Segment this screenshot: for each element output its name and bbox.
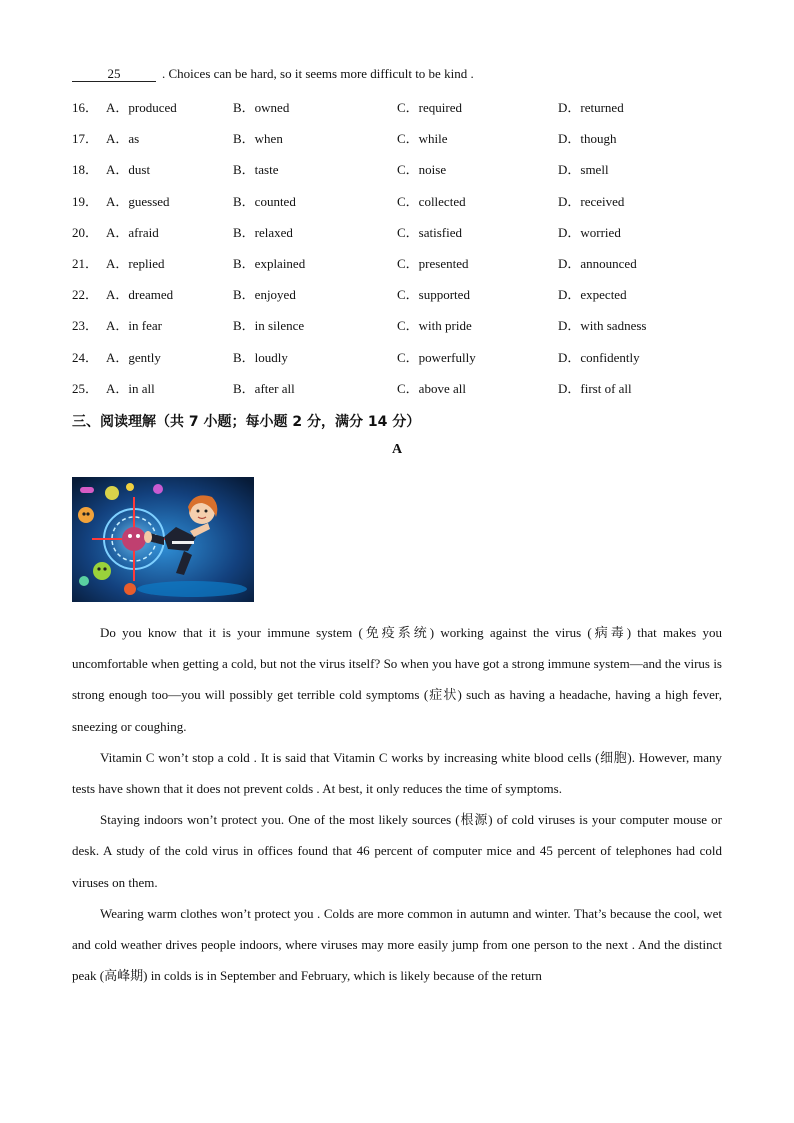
option-b: B．in silence: [233, 318, 305, 334]
option-a: A．dust: [106, 162, 151, 178]
option-d: D．first of all: [558, 380, 632, 396]
option-a: A．replied: [106, 255, 165, 271]
option-a: A．guessed: [106, 193, 170, 209]
answer-blank: 25: [72, 66, 156, 82]
option-row: [72, 315, 732, 346]
question-number: 20．: [72, 224, 99, 240]
option-row: [72, 128, 732, 159]
option-a: A．produced: [106, 100, 177, 115]
option-c: C．presented: [397, 255, 469, 271]
option-a: A．dreamed: [106, 287, 174, 303]
passage-label: A: [391, 442, 403, 457]
question-number: 16．: [72, 100, 99, 115]
option-row: [72, 253, 732, 284]
option-d: D．worried: [558, 224, 621, 240]
option-d: D．with sadness: [558, 318, 647, 334]
option-b: B．relaxed: [233, 224, 293, 240]
option-d: D．smell: [558, 162, 609, 178]
option-row: [72, 191, 732, 222]
option-row: [72, 159, 732, 190]
question-number: 19．: [72, 193, 99, 209]
option-row: [72, 378, 732, 409]
question-number: 18．: [72, 162, 99, 178]
paragraph: Staying indoors won’t protect you. One of the most likely sources (根源) of cold viruses is your computer mouse or desk. A study of the cold virus in offices found that 46 percent of computer mice and 45 percent of telephones had cold viruses on them.: [72, 812, 722, 890]
option-b: B．enjoyed: [233, 287, 296, 303]
question-number: 24．: [72, 349, 99, 365]
option-a: A．afraid: [106, 224, 159, 240]
options-list: [72, 97, 732, 409]
option-row: [72, 347, 732, 378]
option-b: B．taste: [233, 162, 279, 178]
paragraph: Wearing warm clothes won’t protect you . Colds are more common in autumn and winter. That’s because the cool, wet and cold weather drives people indoors, where viruses may more easily jump from one person to the next . And the distinct peak (高峰期) in colds is in September and February, which is likely because of the return: [72, 905, 722, 984]
question-number: 17．: [72, 131, 99, 147]
option-b: B．owned: [233, 100, 290, 115]
option-row: [72, 97, 732, 128]
option-c: C．supported: [397, 287, 470, 303]
option-c: C．noise: [397, 162, 447, 178]
question-number: 25．: [72, 380, 99, 396]
option-b: B．explained: [233, 255, 306, 271]
question-number: 21．: [72, 255, 99, 271]
option-row: [72, 222, 732, 253]
option-b: B．counted: [233, 193, 296, 209]
question-number: 22．: [72, 287, 99, 303]
option-d: D．expected: [558, 287, 627, 303]
passage-body: [72, 617, 722, 991]
option-c: C．while: [397, 131, 448, 147]
option-c: C．above all: [397, 380, 466, 396]
option-d: D．received: [558, 193, 625, 209]
kid-kicking-virus-illustration: [72, 477, 254, 602]
option-b: B．when: [233, 131, 283, 147]
option-d: D．though: [558, 131, 617, 147]
option-a: A．in all: [106, 380, 155, 396]
option-d: D．confidently: [558, 349, 640, 365]
option-a: A．in fear: [106, 318, 162, 334]
cartoon-illustration: [72, 477, 254, 602]
option-a: A．as: [106, 131, 140, 147]
question-number: 23．: [72, 318, 99, 334]
option-c: C．with pride: [397, 318, 472, 334]
section-heading: 三、阅读理解（共 7 小题；每小题 2 分，满分 14 分）: [72, 414, 421, 430]
option-a: A．gently: [106, 349, 161, 365]
option-c: C．required: [397, 100, 462, 115]
paragraph: Do you know that it is your immune system (免疫系统) working against the virus (病毒) that makes you uncomfortable when getting a cold, but not the virus itself? So when you have got a strong immune system—and the virus is strong enough too—you will possibly get terrible cold symptoms (症状) such as having a headache, having a high fever, sneezing or coughing.: [72, 625, 722, 734]
option-b: B．loudly: [233, 349, 288, 365]
option-row: [72, 284, 732, 315]
paragraph: Vitamin C won’t stop a cold . It is said that Vitamin C works by increasing white blood cells (细胞). However, many tests have shown that it does not prevent colds . At best, it only reduces the time of symptoms.: [72, 749, 722, 797]
option-c: C．powerfully: [397, 349, 476, 365]
option-b: B．after all: [233, 380, 295, 396]
option-d: D．announced: [558, 255, 637, 271]
option-c: C．satisfied: [397, 224, 462, 240]
cloze-question-25-line: [72, 66, 474, 82]
option-d: D．returned: [558, 100, 624, 115]
cloze-sentence: . Choices can be hard, so it seems more difficult to be kind .: [162, 66, 474, 81]
option-c: C．collected: [397, 193, 466, 209]
